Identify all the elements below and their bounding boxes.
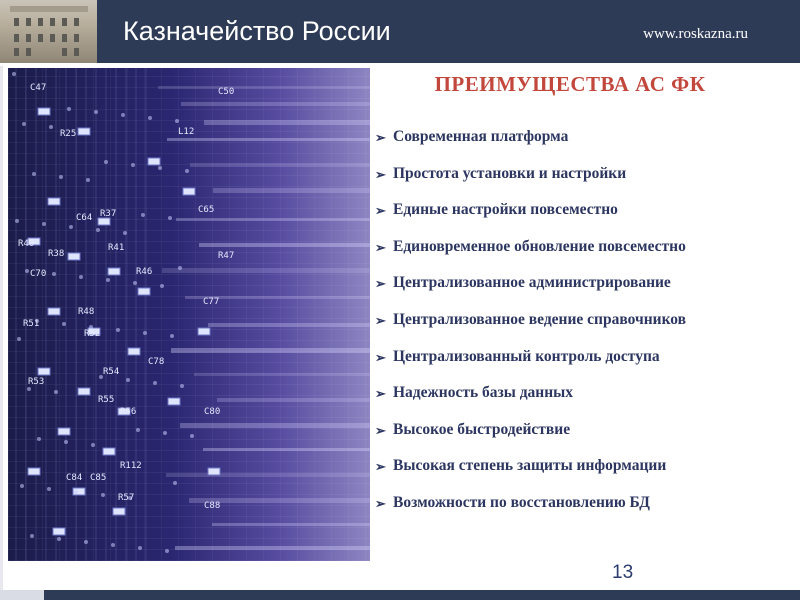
list-item-label: Простота установки и настройки [393,164,627,182]
via-dot [190,434,194,438]
circuit-label: C64 [76,213,93,223]
list-item-label: Надежность базы данных [393,384,574,402]
circuit-label: C47 [30,83,47,93]
via-dot [180,384,184,388]
via-dot [84,540,88,544]
circuit-label: R46 [136,267,153,277]
via-dot [42,222,46,226]
circuit-label: C88 [204,501,221,511]
light-streak [213,188,370,193]
arrow-bullet-icon: ➢ [375,312,386,328]
via-dot [86,178,90,182]
circuit-label: R52 [84,329,101,339]
header-url: www.roskazna.ru [643,26,748,42]
via-dot [49,125,53,129]
via-dot [62,322,66,326]
component-pad [198,328,210,335]
list-item-label: Возможности по восстановлению БД [393,493,650,511]
component-pad [138,288,150,295]
circuit-label: C50 [218,87,235,97]
via-dot [101,493,105,497]
via-dot [163,431,167,435]
light-streak [208,323,370,327]
via-dot [17,337,21,341]
list-item-label: Централизованное ведение справочников [393,310,687,328]
via-dot [57,537,61,541]
via-dot [175,119,179,123]
arrow-bullet-icon: ➢ [375,386,386,402]
via-dot [185,169,189,173]
via-dot [116,328,120,332]
via-dot [173,481,177,485]
header-title: Казначейство России [123,16,391,46]
circuit-label: C77 [203,297,220,307]
building-photo [0,0,97,63]
via-dot [54,390,58,394]
light-streak [181,102,370,106]
via-dot [30,534,34,538]
circuit-label: R40 [18,239,35,249]
component-pad [38,368,50,375]
component-pad [128,348,140,355]
list-item-label: Современная платформа [393,128,569,145]
footer-bar-left [0,590,44,600]
list-item-label: Централизованный контроль доступа [393,347,660,365]
arrow-bullet-icon: ➢ [375,495,386,511]
light-streak [190,163,370,167]
via-dot [91,443,95,447]
list-item-label: Централизованное администрирование [393,274,671,292]
circuit-label: R47 [218,251,235,261]
circuit-board-image [8,68,370,561]
via-dot [133,281,137,285]
component-pad [168,398,180,405]
component-pad [98,218,110,225]
circuit-label: R51 [23,319,40,329]
component-pad [53,528,65,535]
via-dot [59,175,63,179]
light-streak [175,546,370,550]
circuit-label: R57 [118,493,135,503]
via-dot [67,107,71,111]
circuit-board-drawing [8,68,370,561]
via-dot [121,113,125,117]
component-pad [113,508,125,515]
list-item-label: Единовременное обновление повсеместно [393,237,686,255]
via-dot [96,228,100,232]
circuit-label: R41 [108,243,125,253]
list-item-label: Высокое быстродействие [393,420,571,438]
header-divider [0,63,800,66]
via-dot [52,272,56,276]
component-pad [148,158,160,165]
circuit-label: C84 [66,473,83,483]
arrow-bullet-icon: ➢ [375,459,386,475]
light-streak [166,473,370,477]
arrow-bullet-icon: ➢ [375,130,386,145]
page-number: 13 [612,562,634,583]
light-streak [217,398,370,402]
light-streak [203,448,370,451]
via-dot [111,543,115,547]
light-streak [199,243,370,247]
circuit-label: R25 [60,129,77,139]
via-dot [153,381,157,385]
via-dot [165,549,169,553]
via-dot [123,231,127,235]
list-item-label: Единые настройки повсеместно [393,201,618,219]
via-dot [47,487,51,491]
via-dot [178,266,182,270]
component-pad [208,468,220,475]
via-dot [25,269,29,273]
via-dot [27,387,31,391]
via-dot [94,110,98,114]
component-pad [58,428,70,435]
via-dot [12,72,16,76]
via-dot [74,490,78,494]
via-dot [22,122,26,126]
component-pad [108,268,120,275]
via-dot [168,216,172,220]
circuit-label: R38 [48,249,65,259]
via-dot [64,440,68,444]
circuit-label: R56 [120,407,137,417]
circuit-label: C78 [148,357,165,367]
circuit-label: R54 [103,367,120,377]
arrow-bullet-icon: ➢ [375,166,386,182]
light-streak [212,523,370,526]
circuit-label: R53 [28,377,45,387]
circuit-label: R48 [78,307,95,317]
circuit-label: L12 [178,127,195,137]
circuit-label: C85 [90,473,107,483]
via-dot [131,163,135,167]
circuit-label: C80 [204,407,221,417]
via-dot [126,378,130,382]
arrow-bullet-icon: ➢ [375,276,386,292]
list-item-label: Высокая степень защиты информации [393,457,667,475]
arrow-bullet-icon: ➢ [375,422,386,438]
via-dot [148,116,152,120]
via-dot [106,278,110,282]
component-pad [28,468,40,475]
arrow-bullet-icon: ➢ [375,239,386,255]
arrow-bullet-icon: ➢ [375,349,386,365]
light-streak [176,218,370,221]
component-pad [78,128,90,135]
component-pad [183,188,195,195]
via-dot [104,160,108,164]
light-streak [204,120,370,125]
component-pad [48,308,60,315]
via-dot [138,546,142,550]
slide-title: ПРЕИМУЩЕСТВА АС ФК [434,72,706,96]
circuit-label: R37 [100,209,117,219]
component-pad [68,253,80,260]
arrow-bullet-icon: ➢ [375,203,386,219]
via-dot [69,225,73,229]
header-banner [0,0,800,63]
circuit-label: R112 [120,461,142,471]
light-streak [171,348,370,353]
component-pad [78,388,90,395]
component-pad [38,108,50,115]
circuit-label: C70 [30,269,47,279]
circuit-label: C65 [198,205,215,215]
via-dot [32,172,36,176]
circuit-label: R55 [98,395,115,405]
component-pad [48,198,60,205]
via-dot [20,484,24,488]
via-dot [158,166,162,170]
via-dot [141,213,145,217]
light-streak [167,138,370,141]
via-dot [15,219,19,223]
light-streak [194,373,370,376]
light-streak [162,268,370,273]
via-dot [136,428,140,432]
component-pad [103,448,115,455]
via-dot [170,334,174,338]
via-dot [160,284,164,288]
via-dot [79,275,83,279]
light-streak [180,423,370,428]
light-streak [158,86,370,89]
via-dot [143,331,147,335]
via-dot [37,437,41,441]
footer-bar [44,590,800,600]
left-margin-line [0,66,3,600]
